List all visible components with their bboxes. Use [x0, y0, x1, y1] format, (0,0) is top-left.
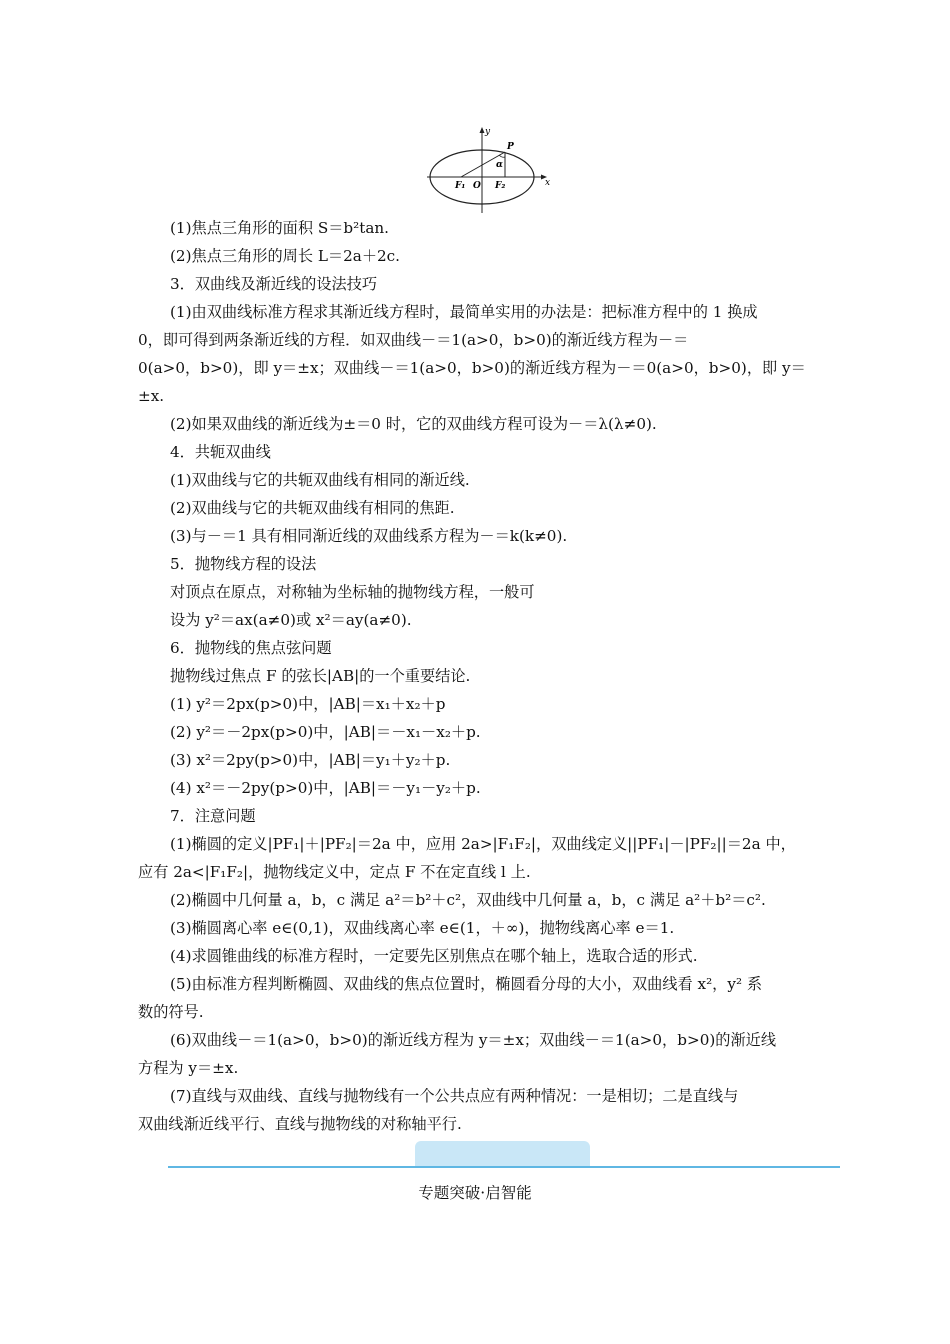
text-line: (4) x²＝－2py(p>0)中，|AB|＝－y₁－y₂＋p.	[170, 779, 481, 797]
text-line: 应有 2a<|F₁F₂|，抛物线定义中，定点 F 不在定直线 l 上.	[138, 863, 531, 881]
text-line: (1)由双曲线标准方程求其渐近线方程时，最简单实用的办法是：把标准方程中的 1 换成	[170, 303, 758, 321]
text-line: (1)椭圆的定义|PF₁|＋|PF₂|＝2a 中，应用 2a>|F₁F₂|，双曲线定义||PF₁|－|PF₂||＝2a 中，	[170, 835, 796, 853]
text-line: 数的符号.	[138, 1003, 204, 1021]
text-line: (3)椭圆离心率 e∈(0,1)，双曲线离心率 e∈(1，＋∞)，抛物线离心率 e＝1.	[170, 919, 675, 937]
section-heading: 3．双曲线及渐近线的设法技巧	[170, 275, 378, 293]
text-line: (2)如果双曲线的渐近线为±＝0 时，它的双曲线方程可设为－＝λ(λ≠0).	[170, 415, 657, 433]
footer-divider	[168, 1166, 840, 1168]
text-line: (1)双曲线与它的共轭双曲线有相同的渐近线.	[170, 471, 470, 489]
text-line: 方程为 y＝±x.	[138, 1059, 239, 1077]
x-axis-label: x	[545, 178, 551, 188]
text-line: (1) y²＝2px(p>0)中，|AB|＝x₁＋x₂＋p	[170, 695, 446, 713]
text-line: (5)由标准方程判断椭圆、双曲线的焦点位置时，椭圆看分母的大小，双曲线看 x²，y² 系	[170, 975, 763, 993]
text-line: (2) y²＝－2px(p>0)中，|AB|＝－x₁－x₂＋p.	[170, 723, 481, 741]
footer-section-title: 专题突破·启智能	[418, 1184, 532, 1202]
text-line: 0，即可得到两条渐近线的方程．如双曲线－＝1(a>0，b>0)的渐近线方程为－＝	[138, 331, 689, 349]
text-line: (6)双曲线－＝1(a>0，b>0)的渐近线方程为 y＝±x；双曲线－＝1(a>0，b>0)的渐近线	[170, 1031, 777, 1049]
ellipse-focal-triangle-figure	[425, 125, 555, 215]
focus-f1-label: F₁	[455, 181, 466, 191]
text-line: (4)求圆锥曲线的标准方程时，一定要先区别焦点在哪个轴上，选取合适的形式.	[170, 947, 698, 965]
footer-tab-decoration	[415, 1141, 590, 1167]
text-line: (3) x²＝2py(p>0)中，|AB|＝y₁＋y₂＋p.	[170, 751, 451, 769]
text-line: 抛物线过焦点 F 的弦长|AB|的一个重要结论.	[170, 667, 471, 685]
origin-o-label: O	[473, 181, 481, 191]
document-body	[138, 214, 818, 1138]
section-heading: 6．抛物线的焦点弦问题	[170, 639, 332, 657]
y-axis-label: y	[485, 127, 491, 137]
text-line: (3)与－＝1 具有相同渐近线的双曲线系方程为－＝k(k≠0).	[170, 527, 568, 545]
section-heading: 7．注意问题	[170, 807, 256, 825]
text-line: 双曲线渐近线平行、直线与抛物线的对称轴平行.	[138, 1115, 462, 1133]
text-line: (2)双曲线与它的共轭双曲线有相同的焦距.	[170, 499, 455, 517]
section-heading: 4．共轭双曲线	[170, 443, 271, 461]
text-line: (2)焦点三角形的周长 L＝2a＋2c.	[170, 247, 401, 265]
text-line: ±x.	[138, 387, 165, 405]
text-line: 设为 y²＝ax(a≠0)或 x²＝ay(a≠0).	[170, 611, 412, 629]
text-line: 0(a>0，b>0)，即 y＝±x；双曲线－＝1(a>0，b>0)的渐近线方程为－＝0(a>0，b>0)，即 y＝	[138, 359, 806, 377]
section-heading: 5．抛物线方程的设法	[170, 555, 317, 573]
text-line: (7)直线与双曲线、直线与抛物线有一个公共点应有两种情况：一是相切；二是直线与	[170, 1087, 739, 1105]
text-line: 对顶点在原点，对称轴为坐标轴的抛物线方程，一般可	[170, 583, 535, 601]
text-line: (1)焦点三角形的面积 S＝b²tan.	[170, 219, 390, 237]
text-line: (2)椭圆中几何量 a，b，c 满足 a²＝b²＋c²，双曲线中几何量 a，b，c 满足 a²＋b²＝c².	[170, 891, 766, 909]
point-p-label: P	[507, 142, 514, 152]
angle-alpha-label: α	[496, 160, 503, 170]
focus-f2-label: F₂	[495, 181, 506, 191]
